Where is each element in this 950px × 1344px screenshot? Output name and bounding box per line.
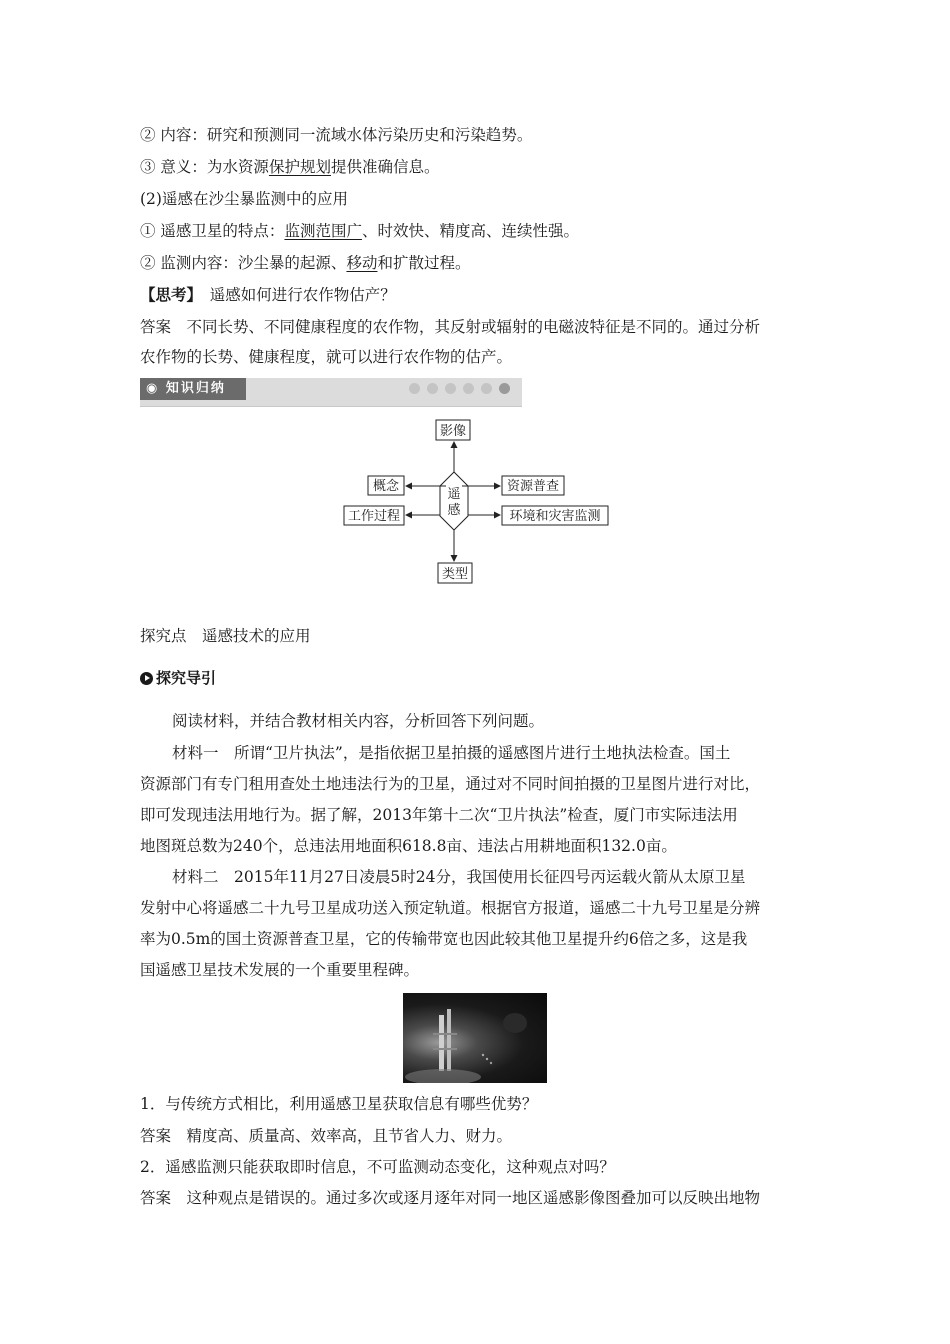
dot-icon bbox=[499, 383, 510, 394]
node-top: 影像 bbox=[439, 424, 467, 439]
subsection-heading: (2)遥感在沙尘暴监测中的应用 bbox=[140, 190, 348, 208]
play-icon bbox=[140, 672, 153, 685]
material2-line-2: 发射中心将遥感二十九号卫星成功送入预定轨道。根据官方报道，遥感二十九号卫星是分辨 bbox=[140, 899, 761, 917]
intro-line: 阅读材料，并结合教材相关内容，分析回答下列问题。 bbox=[172, 712, 545, 730]
dot-icon bbox=[409, 383, 420, 394]
answer-2: 答案 这种观点是错误的。通过多次或逐月逐年对同一地区遥感影像图叠加可以反映出地物 bbox=[140, 1189, 761, 1207]
content-line: ② 内容：研究和预测同一流域水体污染历史和污染趋势。 bbox=[140, 126, 533, 144]
think-answer-1: 答案 不同长势、不同健康程度的农作物，其反射或辐射的电磁波特征是不同的。通过分析 bbox=[140, 318, 761, 336]
think-answer-2: 农作物的长势、健康程度，就可以进行农作物的估产。 bbox=[140, 348, 513, 366]
dot-icon bbox=[463, 383, 474, 394]
dot-icon bbox=[445, 383, 456, 394]
material1-line-3: 即可发现违法用地行为。据了解，2013年第十二次“卫片执法”检查，厦门市实际违法用 bbox=[140, 806, 738, 824]
question-1: 1．与传统方式相比，利用遥感卫星获取信息有哪些优势？ bbox=[140, 1095, 538, 1113]
explore-point-title: 探究点 遥感技术的应用 bbox=[140, 627, 311, 645]
think-question: 【思考】 遥感如何进行农作物估产？ bbox=[140, 285, 396, 304]
dot-icon bbox=[481, 383, 492, 394]
knowledge-diagram bbox=[336, 414, 616, 588]
satellite-features-line: ① 遥感卫星的特点：监测范围广、时效快、精度高、连续性强。 bbox=[140, 222, 579, 240]
material2-line-3: 率为0.5m的国土资源普查卫星，它的传输带宽也因此较其他卫星提升约6倍之多，这是我 bbox=[140, 930, 748, 948]
node-right-2: 环境和灾害监测 bbox=[509, 509, 601, 524]
monitoring-content-line: ② 监测内容：沙尘暴的起源、移动和扩散过程。 bbox=[140, 254, 471, 272]
dot-icon bbox=[427, 383, 438, 394]
node-left-2: 工作过程 bbox=[347, 509, 401, 524]
center-char-1: 遥 bbox=[447, 487, 461, 502]
banner-dots bbox=[409, 383, 510, 394]
explore-guide-heading: 探究导引 bbox=[140, 667, 216, 689]
center-char-2: 感 bbox=[447, 503, 461, 518]
banner-label: ◉ 知识归纳 bbox=[140, 378, 246, 400]
material1-line-1: 材料一 所谓“卫片执法”，是指依据卫星拍摄的遥感图片进行土地执法检查。国土 bbox=[172, 744, 731, 762]
node-bottom: 类型 bbox=[441, 567, 469, 582]
rocket-launch-photo bbox=[403, 993, 547, 1083]
node-left-1: 概念 bbox=[372, 479, 400, 494]
material1-line-4: 地图斑总数为240个，总违法用地面积618.8亩、违法占用耕地面积132.0亩。 bbox=[140, 837, 677, 855]
question-2: 2．遥感监测只能获取即时信息，不可监测动态变化，这种观点对吗？ bbox=[140, 1158, 615, 1176]
node-right-1: 资源普查 bbox=[506, 479, 560, 494]
material2-line-4: 国遥感卫星技术发展的一个重要里程碑。 bbox=[140, 961, 420, 979]
significance-line: ③ 意义：为水资源保护规划提供准确信息。 bbox=[140, 158, 440, 176]
material2-line-1: 材料二 2015年11月27日凌晨5时24分，我国使用长征四号丙运载火箭从太原卫星 bbox=[172, 868, 746, 886]
material1-line-2: 资源部门有专门租用查处土地违法行为的卫星，通过对不同时间拍摄的卫星图片进行对比， bbox=[140, 775, 761, 793]
rocket-icon bbox=[403, 993, 547, 1083]
answer-1: 答案 精度高、质量高、效率高，且节省人力、财力。 bbox=[140, 1127, 513, 1145]
knowledge-banner bbox=[140, 378, 522, 407]
